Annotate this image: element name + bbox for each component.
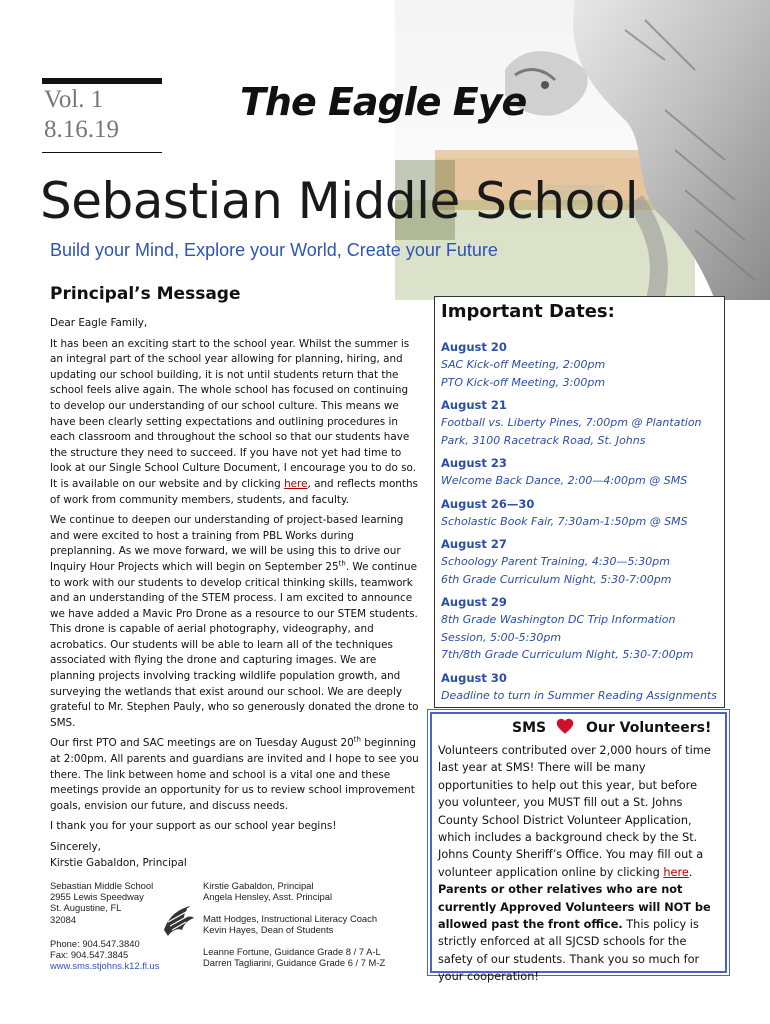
school-tagline: Build your Mind, Explore your World, Create your Future — [50, 240, 498, 260]
date-event: Scholastic Book Fair, 7:30am-1:50pm @ SMS — [441, 514, 688, 528]
date-event: PTO Kick-off Meeting, 3:00pm — [441, 375, 606, 389]
date-heading: August 29 — [441, 595, 507, 609]
date-group — [441, 594, 723, 664]
volume-box — [42, 78, 162, 153]
date-event: SAC Kick-off Meeting, 2:00pm — [441, 358, 606, 371]
principal-letter — [50, 316, 420, 876]
eagle-logo-icon — [160, 900, 196, 942]
phone-number: Phone: 904.547.3840 — [50, 938, 140, 949]
guidance-staff: Leanne Fortune, Guidance Grade 8 / 7 A-L Darren Tagliarini, Guidance Grade 6 / 7 M-Z — [203, 946, 386, 969]
date-event: 6th Grade Curriculum Night, 5:30-7:00pm — [441, 572, 672, 586]
letter-paragraph-4: I thank you for your support as our school year begins! — [50, 820, 337, 833]
newsletter-title: The Eagle Eye — [240, 80, 527, 124]
date-heading: August 20 — [441, 340, 507, 354]
letter-closing: Sincerely, — [50, 841, 101, 853]
date-group — [441, 496, 723, 531]
date-heading: August 30 — [441, 670, 507, 685]
important-dates-box — [434, 296, 725, 708]
culture-document-link[interactable]: here — [284, 477, 308, 490]
important-dates-list — [441, 335, 723, 704]
letter-paragraph-1: It has been an exciting start to the school year. Whilst the summer is an integral part of the school year allowing for planning, hiring, and updating our school building, it is not until students return that the school feels alive again. The whole school has focused on continuing to develop our understanding of our school culture. This means we have been clearly setting expectations and outlining procedures in each classroom and throughout the school so that our students have the structure they need to succeed. If you have not yet had time to look at our Single School Culture Document, I encourage you to do so. It is available on our website and by clicking here, and reflects months of work from community members, students, and faculty. — [50, 337, 418, 506]
date-event: 8th Grade Washington DC Trip Information Session, 5:00-5:30pm — [441, 613, 676, 644]
heart-icon — [556, 718, 574, 736]
letter-paragraph-3: Our first PTO and SAC meetings are on Tuesday August 20th beginning at 2:00pm. All parents and guardians are invited and I hope to see you there. The link between home and school is a vital one and these meetings provide an opportunity for us to review school improvement goals, envision our future, and discuss needs. — [50, 735, 419, 812]
volunteers-box — [430, 712, 727, 984]
date-heading: August 21 — [441, 398, 507, 412]
volunteer-application-link[interactable]: here — [663, 865, 689, 879]
fax-number: Fax: 904.547.3845 — [50, 949, 129, 961]
letter-signature: Kirstie Gabaldon, Principal — [50, 856, 187, 869]
date-heading: August 27 — [441, 537, 507, 551]
website-link[interactable]: www.sms.stjohns.k12.fl.us — [50, 960, 160, 972]
principal-message-heading: Principal’s Message — [50, 284, 241, 304]
date-event: 7th/8th Grade Curriculum Night, 5:30-7:00pm — [441, 648, 694, 661]
date-event: Schoology Parent Training, 4:30—5:30pm — [441, 555, 670, 568]
date-group — [441, 455, 723, 490]
admin-staff: Kirstie Gabaldon, Principal Angela Hensley, Asst. Principal — [203, 880, 333, 903]
date-group — [441, 339, 723, 391]
volunteers-heading — [432, 720, 725, 742]
date-group — [441, 536, 723, 588]
volume-number: Vol. 1 — [44, 86, 104, 113]
school-address: Sebastian Middle School 2955 Lewis Speedway St. Augustine, FL 32084 — [50, 880, 154, 925]
volunteers-heading-title: Our Volunteers! — [586, 720, 712, 736]
school-contact — [50, 938, 210, 972]
date-heading: August 26—30 — [441, 496, 535, 511]
letter-paragraph-2: We continue to deepen our understanding of project-based learning and were excited to host a training from PBL Works during preplanning. As we move forward, we will be using this to drive our Inquiry Hour Projects which will begin on September 25th. We continue to work with our students to develop critical thinking skills, teamwork and an understanding of the STEM process. I am excited to announce we have added a Mavic Pro Drone as a resource to our STEM students. This drone is capable of aerial photography, videography, and acrobatics. Our students will be able to learn all of the techniques associated with flying the drone and capturing images. We are planning projects involving tracking wildlife population growth, and surveying the wetlands that exist around our school. We are deeply grateful to Mr. Stephen Pauly, who so generously donated the drone to SMS. — [50, 514, 419, 729]
support-staff: Matt Hodges, Instructional Literacy Coach Kevin Hayes, Dean of Students — [203, 913, 378, 936]
date-group — [441, 397, 723, 449]
letter-salutation: Dear Eagle Family, — [50, 317, 148, 329]
volunteers-heading-sms: SMS — [512, 720, 547, 736]
issue-date: 8.16.19 — [44, 116, 119, 143]
date-heading: August 23 — [441, 456, 507, 470]
date-group — [441, 670, 723, 705]
date-event: Welcome Back Dance, 2:00—4:00pm @ SMS — [441, 474, 688, 487]
school-name: Sebastian Middle School — [40, 172, 639, 230]
volunteers-text: Volunteers contributed over 2,000 hours of time last year at SMS! There will be many opportunities to help out this year, but before you volunteer, you MUST fill out a St. Johns County School District Volunteer Application, which includes a background check by the St. Johns County Sheriff’s Office. You may fill out a volunteer application online by clicking here. Parents or other relatives who are not currently Approved Volunteers will NOT be allowed past the front office. This policy is strictly enforced at all SJCSD schools for the safety of our students. Thank you so much for your cooperation! — [438, 744, 711, 984]
date-event: Deadline to turn in Summer Reading Assignments — [441, 688, 717, 702]
important-dates-heading: Important Dates: — [441, 301, 615, 322]
date-event: Football vs. Liberty Pines, 7:00pm @ Plantation Park, 3100 Racetrack Road, St. Johns — [441, 416, 702, 447]
